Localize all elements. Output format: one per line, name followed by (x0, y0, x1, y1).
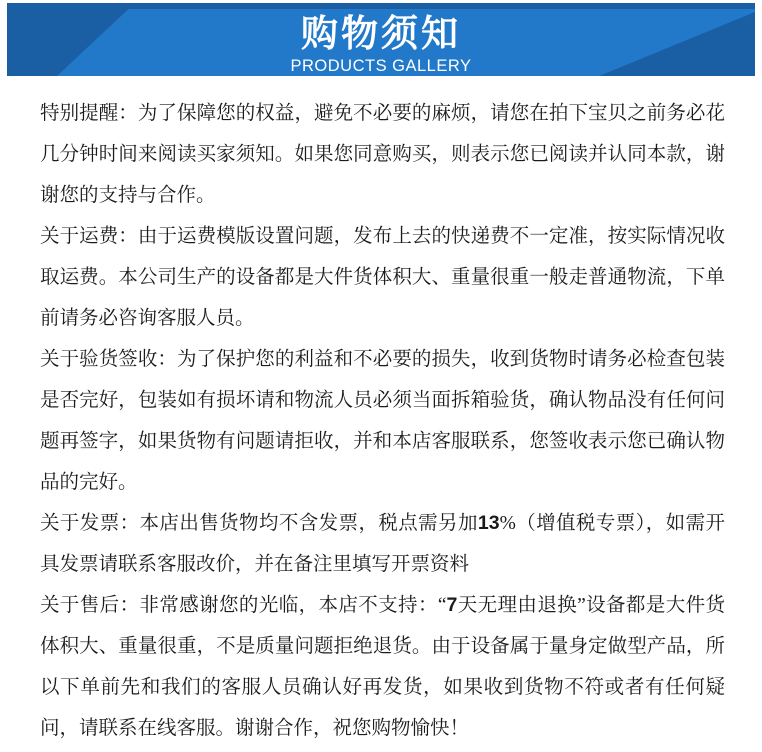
paragraph-bold-text: 13 (477, 512, 500, 534)
paragraph-text: 为了保障您的权益，避免不必要的麻烦，请您在拍下宝贝之前务必花几分钟时间来阅读买家须知。如果您同意购买，则表示您已阅读并认同本款，谢谢您的支持与合作。 (40, 103, 725, 206)
banner (7, 3, 755, 76)
paragraph-text: 天无理由退换”设备都是大件货体积大、重量很重，不是质量问题拒绝退货。由于设备属于量身定做型产品，所以下单前先和我们的客服人员确认好再发货，如果收到货物不符或者有任何疑问，请联系在线客服。谢谢合作，祝您购物愉快！ (40, 595, 725, 739)
notice-content (40, 76, 725, 749)
notice-paragraph-shipping (40, 216, 725, 339)
paragraph-label: 关于售后： (40, 595, 140, 616)
paragraph-text: 为了保护您的利益和不必要的损失，收到货物时请务必检查包装是否完好，包装如有损坏请和物流人员必须当面拆箱验货，确认物品没有任何问题再签字，如果货物有问题请拒收，并和本店客服联系，您签收表示您已确认物品的完好。 (40, 349, 725, 493)
notice-paragraph-special-reminder (40, 93, 725, 216)
page-subtitle: PRODUCTS GALLERY (290, 57, 472, 75)
notice-paragraph-invoice (40, 503, 725, 585)
notice-paragraph-after-sales (40, 585, 725, 749)
paragraph-text: 由于运费模版设置问题，发布上去的快递费不一定准，按实际情况收取运费。本公司生产的设备都是大件货体积大、重量很重一般走普通物流，下单前请务必咨询客服人员。 (40, 226, 725, 329)
paragraph-label: 特别提醒： (40, 103, 138, 124)
paragraph-bold-text: 7 (446, 594, 458, 616)
page-title: 购物须知 (301, 13, 461, 54)
notice-paragraph-inspection (40, 339, 725, 503)
paragraph-label: 关于运费： (40, 226, 138, 247)
paragraph-text: %（增值税专票），如需开具发票请联系客服改价，并在备注里填写开票资料 (40, 513, 725, 575)
paragraph-label: 关于验货签收： (40, 349, 178, 370)
paragraph-label: 关于发票： (40, 513, 140, 534)
paragraph-text: 本店出售货物均不含发票，税点需另加 (139, 513, 478, 534)
paragraph-text: 非常感谢您的光临，本店不支持：“ (139, 595, 447, 616)
